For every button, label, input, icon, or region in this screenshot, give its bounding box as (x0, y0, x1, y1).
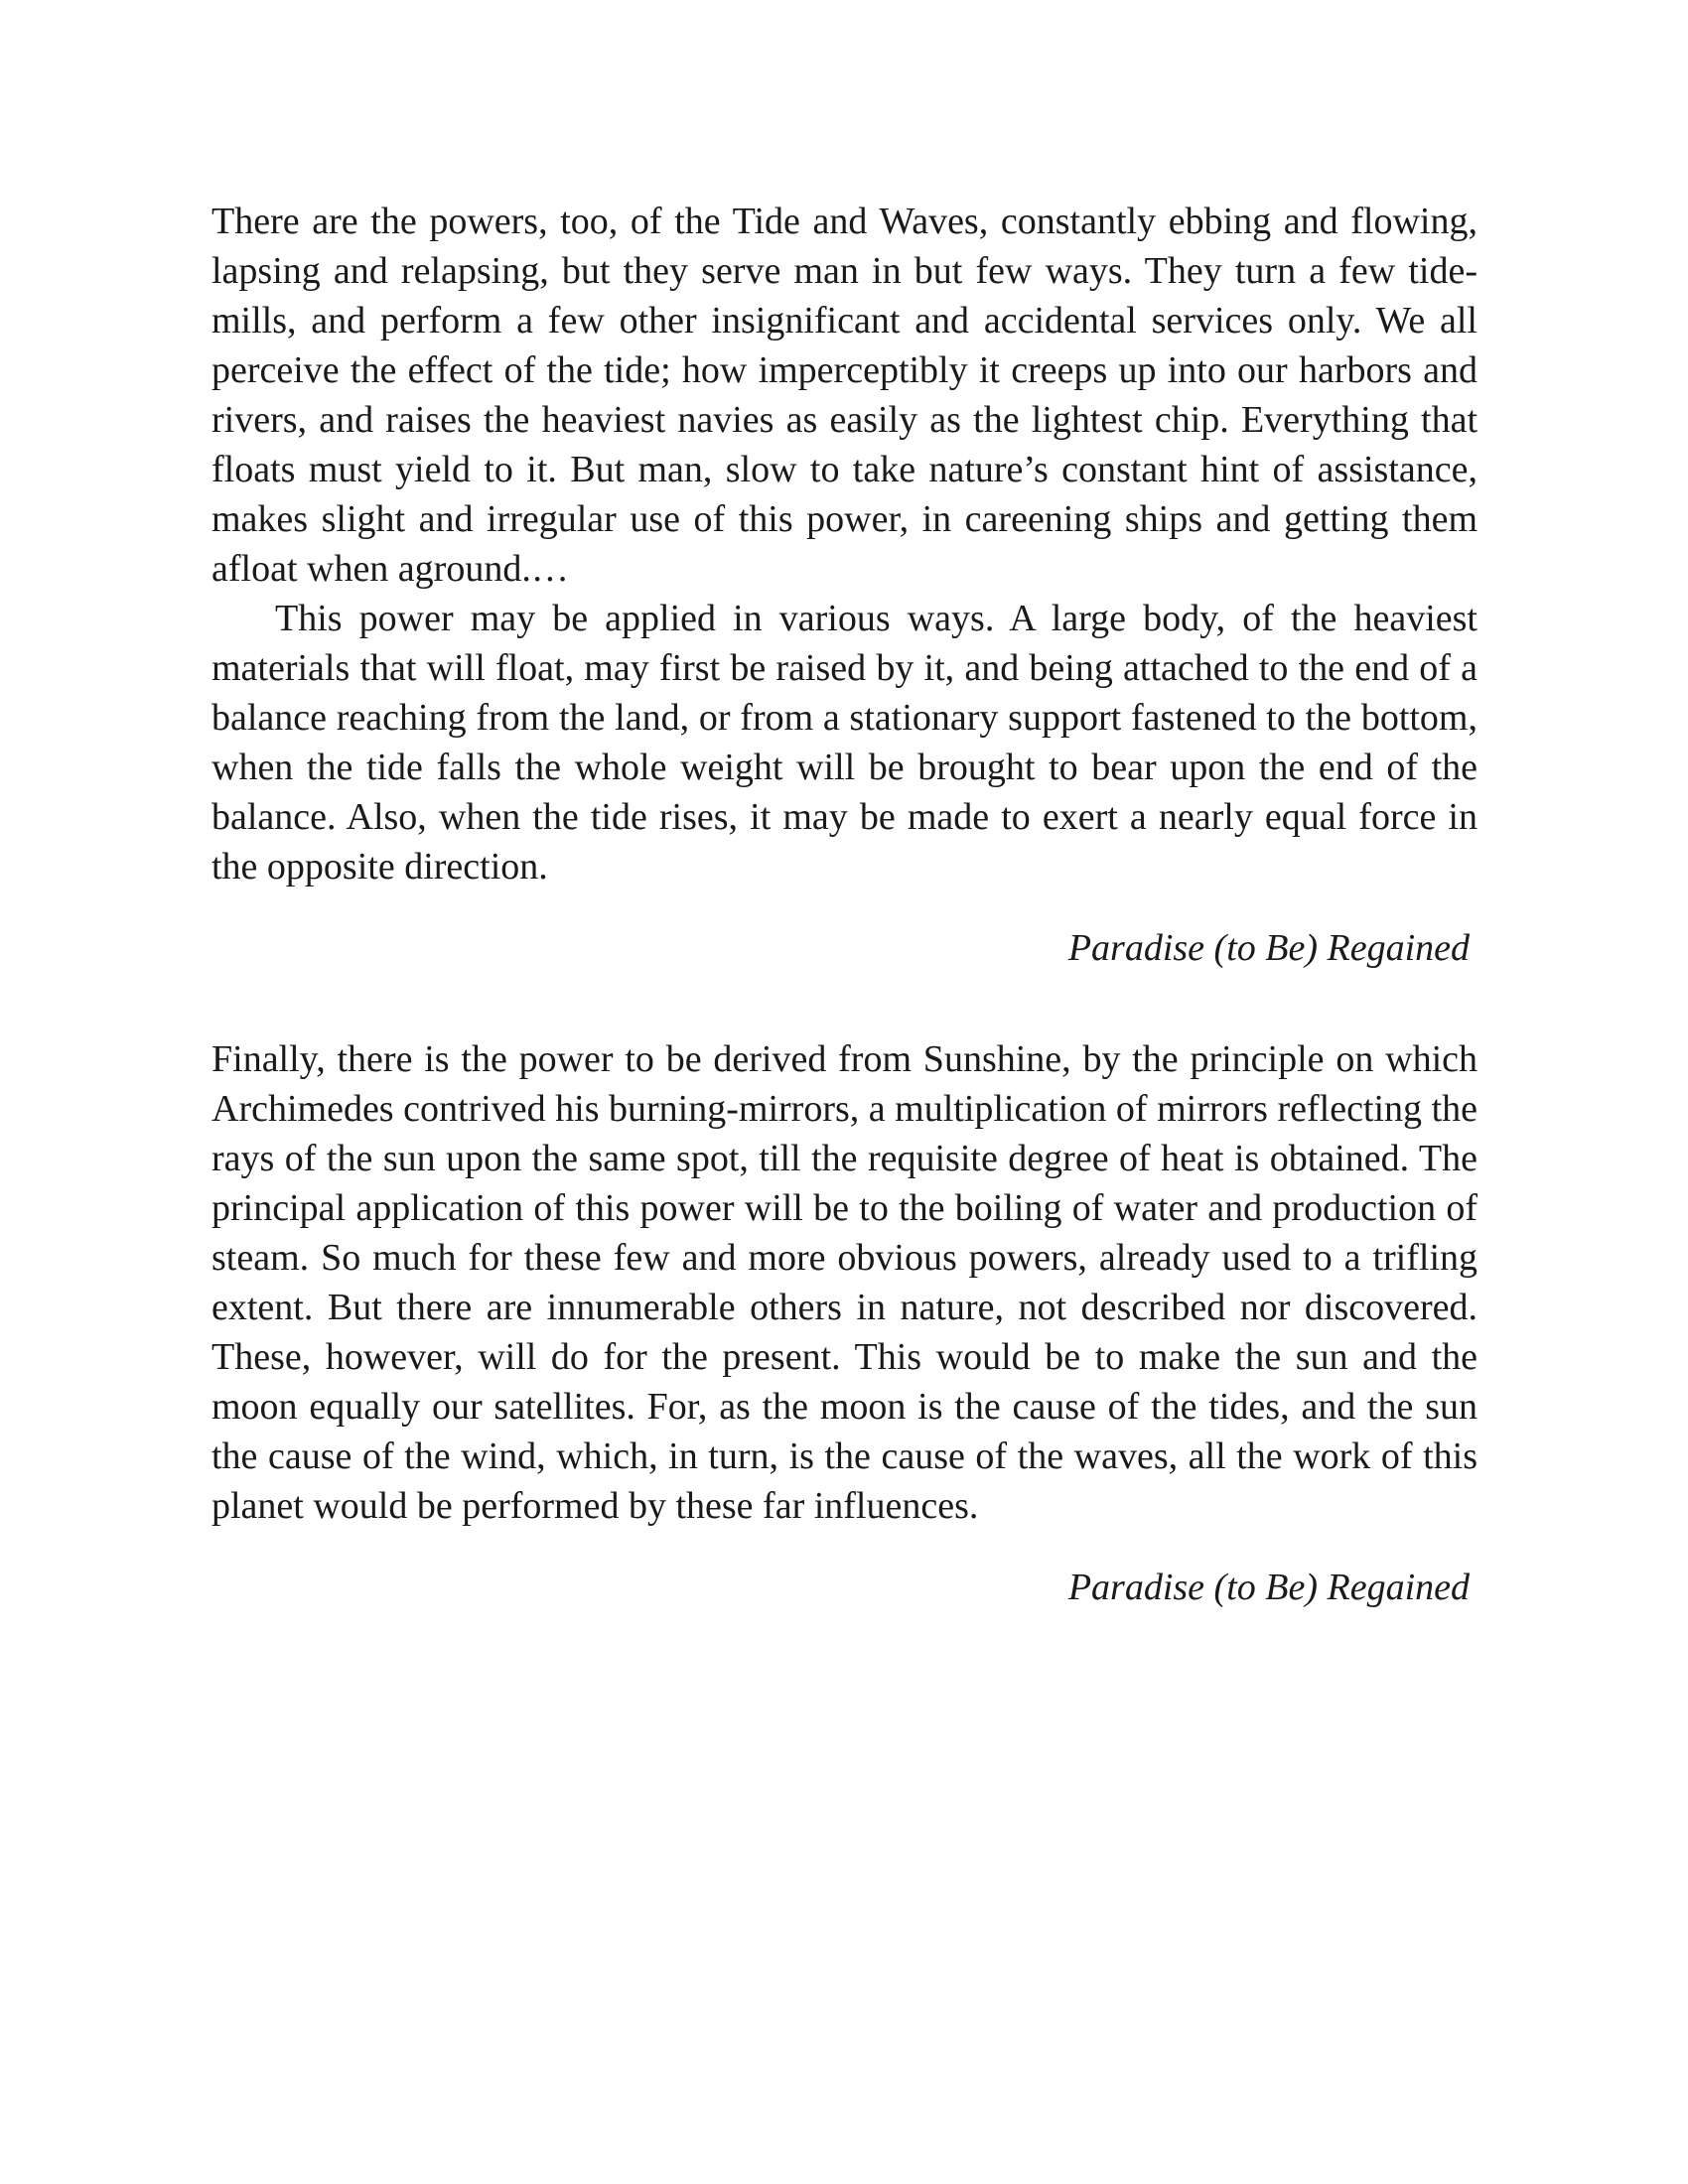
paragraph-tide-application: This power may be applied in various ways. A large body, of the heaviest materials that will float, may first be raised by it, and being attached to the end of a balance reaching from the land, or from a stationary support fastened to the bottom, when the tide falls the whole weight will be brought to bear upon the end of the balance. Also, when the tide rises, it may be made to exert a nearly equal force in the opposite direction. (211, 598, 1477, 887)
passage-sunshine (211, 1034, 1477, 1612)
passage-tide-and-waves (211, 197, 1477, 973)
attribution: Paradise (to Be) Regained (1067, 1567, 1470, 1608)
paragraph-tide-powers: There are the powers, too, of the Tide and Waves, constantly ebbing and flowing, lapsing and relapsing, but they serve man in but few ways. They turn a few tide-mills, and perform a few other insignificant and accidental services only. We all perceive the effect of the tide; how imperceptibly it creeps up into our harbors and rivers, and raises the heaviest navies as easily as the lightest chip. Everything that floats must yield to it. But man, slow to take nature’s constant hint of assistance, makes slight and irregular use of this power, in careening ships and getting them afloat when aground.… (211, 201, 1477, 590)
paragraph-sunshine-power: Finally, there is the power to be derived from Sunshine, by the principle on which Archimedes contrived his burning-mirrors, a multiplication of mirrors reflecting the rays of the sun upon the same spot, till the requisite degree of heat is obtained. The principal application of this power will be to the boiling of water and production of steam. So much for these few and more obvious powers, already used to a trifling extent. But there are innumerable others in nature, not described nor discovered. These, however, will do for the present. This would be to make the sun and the moon equally our satellites. For, as the moon is the cause of the tides, and the sun the cause of the wind, which, in turn, is the cause of the waves, all the work of this planet would be performed by these far influences. (211, 1038, 1477, 1527)
attribution: Paradise (to Be) Regained (1067, 927, 1470, 969)
document-page (211, 197, 1477, 1612)
